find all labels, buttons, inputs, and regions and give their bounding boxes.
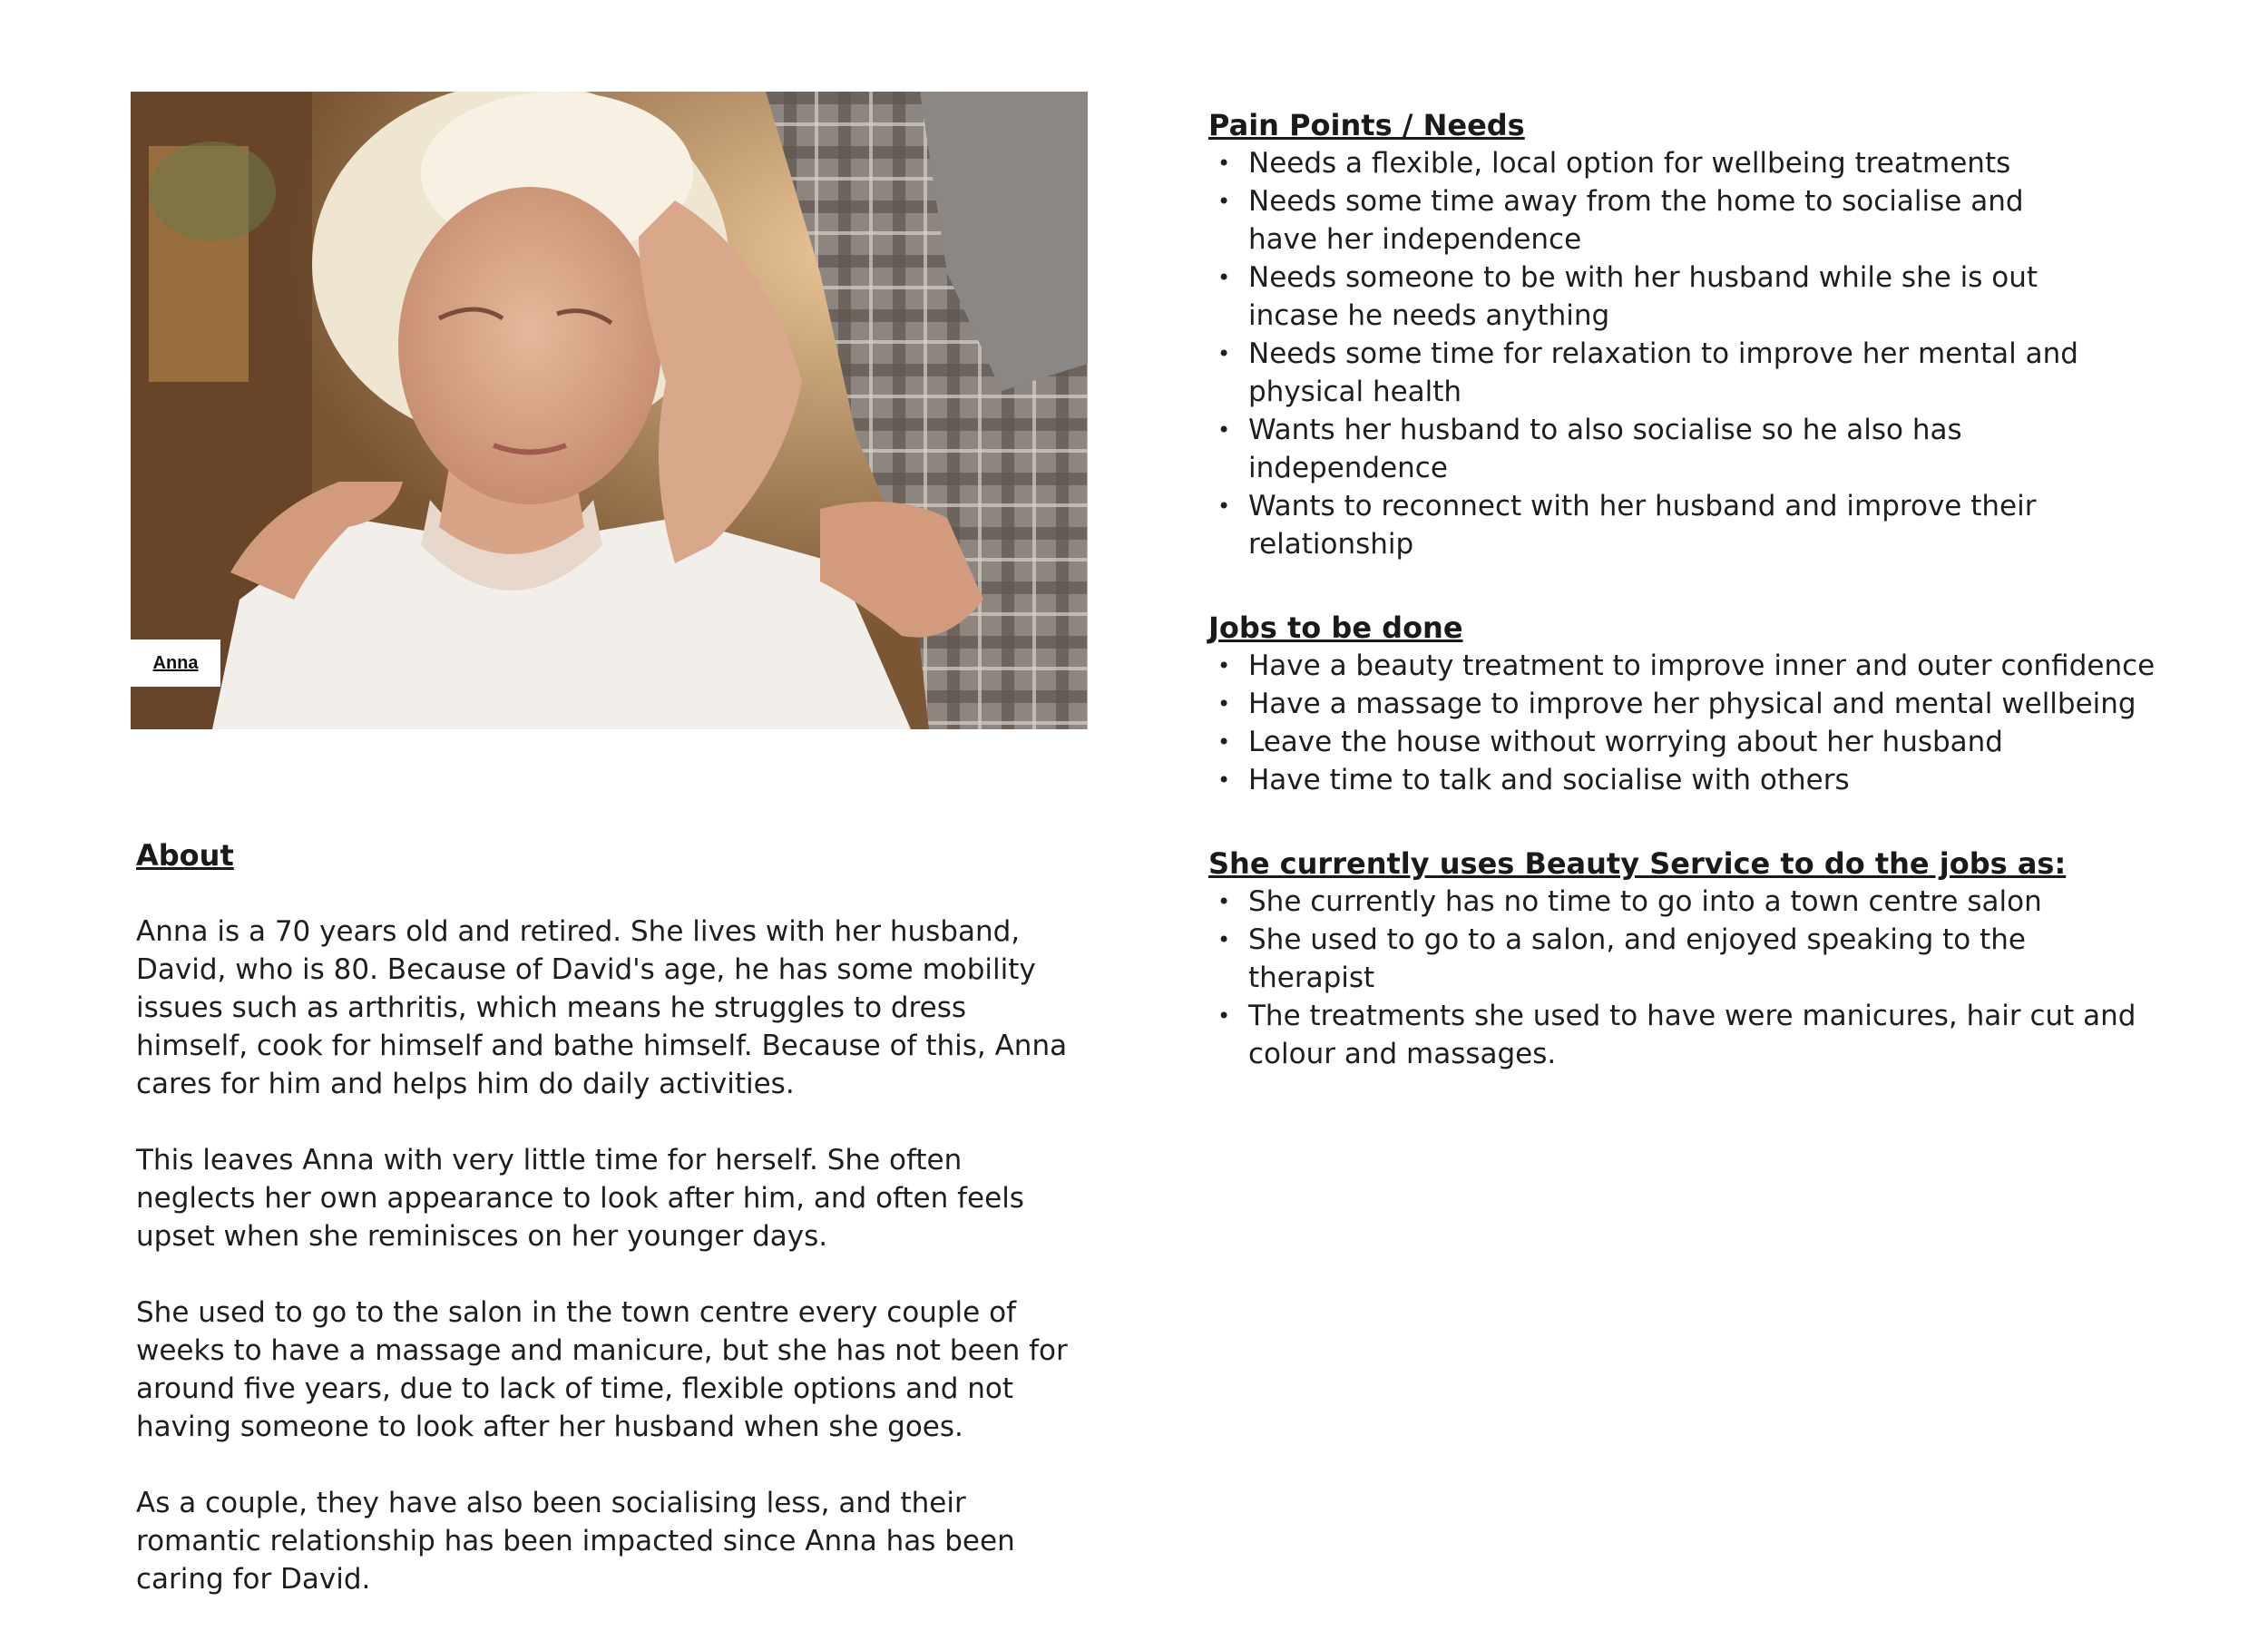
persona-details — [1208, 106, 2161, 1073]
list-item: • Needs a flexible, local option for wellbeing treatments — [1208, 144, 2097, 182]
photo-caption: Anna — [131, 639, 220, 687]
list-item: • Wants to reconnect with her husband and improve their relationship — [1208, 487, 2097, 563]
list-item: • Needs some time for relaxation to improve her mental and physical health — [1208, 335, 2097, 411]
pain-points-heading: Pain Points / Needs — [1208, 108, 1525, 142]
about-heading: About — [136, 838, 234, 873]
about-paragraph: This leaves Anna with very little time for herself. She often neglects her own appearance to look after him, and often feels upset when she reminisces on her younger days. — [136, 1144, 1024, 1253]
jobs-heading: Jobs to be done — [1208, 610, 1463, 645]
pain-points-list — [1208, 144, 2097, 563]
list-item: • She used to go to a salon, and enjoyed speaking to the therapist — [1208, 921, 2161, 997]
jobs-list — [1208, 647, 2161, 799]
list-item: • The treatments she used to have were manicures, hair cut and colour and massages. — [1208, 997, 2161, 1073]
persona-photo — [131, 92, 1088, 729]
current-usage-heading: She currently uses Beauty Service to do the jobs as: — [1208, 846, 2067, 881]
list-item: • Have time to talk and socialise with others — [1208, 761, 2161, 799]
list-item: • Have a beauty treatment to improve inner and outer confidence — [1208, 647, 2161, 685]
about-paragraph: Anna is a 70 years old and retired. She lives with her husband, David, who is 80. Because of David's age, he has some mobility issues such as arthritis, which means he struggles to dress himself, cook for himself and bathe himself. Because of this, Anna cares for him and helps him do daily activities. — [136, 915, 1068, 1100]
list-item: • She currently has no time to go into a town centre salon — [1208, 883, 2161, 921]
persona-photo-illustration — [131, 92, 1088, 729]
list-item: • Leave the house without worrying about her husband — [1208, 723, 2161, 761]
current-usage-list — [1208, 883, 2161, 1073]
about-paragraph: As a couple, they have also been socialising less, and their romantic relationship has been impacted since Anna has been caring for David. — [136, 1487, 1015, 1596]
list-item: • Needs someone to be with her husband while she is out incase he needs anything — [1208, 259, 2097, 335]
list-item: • Wants her husband to also socialise so he also has independence — [1208, 411, 2097, 487]
about-section — [136, 836, 1070, 1636]
about-paragraph: She used to go to the salon in the town centre every couple of weeks to have a massage and manicure, but she has not been for around five years, due to lack of time, flexible options and not having someone to look after her husband when she goes. — [136, 1296, 1068, 1443]
list-item: • Have a massage to improve her physical and mental wellbeing — [1208, 685, 2161, 723]
list-item: • Needs some time away from the home to socialise and have her independence — [1208, 182, 2097, 259]
